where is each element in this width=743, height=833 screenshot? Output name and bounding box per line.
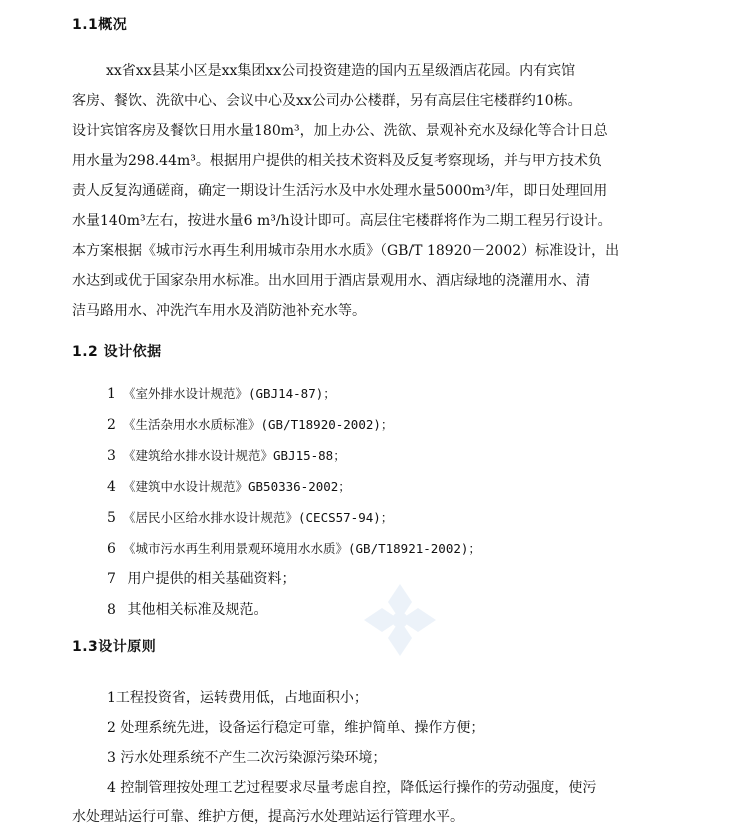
paragraph-line: 用水量为298.44m³。根据用户提供的相关技术资料及反复考察现场，并与甲方技术负 bbox=[72, 153, 602, 169]
paragraph-line: 责人反复沟通磋商，确定一期设计生活污水及中水处理水量5000m³/年，即日处理回用 bbox=[72, 183, 608, 199]
list-item: 1 《室外排水设计规范》(GBJ14-87)； bbox=[107, 386, 336, 402]
list-item: 3 污水处理系统不产生二次污染源污染环境； bbox=[107, 750, 387, 766]
section-heading-design-principles: 1.3设计原则 bbox=[72, 639, 157, 655]
paragraph-line: 本方案根据《城市污水再生利用城市杂用水水质》（GB/T 18920－2002）标准设计，出 bbox=[72, 243, 620, 259]
list-item: 4 《建筑中水设计规范》GB50336-2002； bbox=[107, 479, 351, 495]
paragraph-line: 水达到或优于国家杂用水标准。出水回用于酒店景观用水、酒店绿地的浇灌用水、清 bbox=[72, 273, 590, 289]
paragraph-line: xx省xx县某小区是xx集团xx公司投资建造的国内五星级酒店花园。内有宾馆 bbox=[106, 63, 576, 79]
list-item: 3 《建筑给水排水设计规范》GBJ15-88； bbox=[107, 448, 346, 464]
paragraph-line: 设计宾馆客房及餐饮日用水量180m³，加上办公、洗欲、景观补充水及绿化等合计日总 bbox=[72, 123, 608, 139]
overview-paragraph bbox=[72, 56, 672, 326]
watermark-logo bbox=[360, 580, 440, 660]
paragraph-line: 水量140m³左右，按进水量6 m³/h设计即可。高层住宅楼群将作为二期工程另行设计。 bbox=[72, 213, 612, 229]
list-item: 5 《居民小区给水排水设计规范》(CECS57-94)； bbox=[107, 510, 394, 526]
paragraph-line: 客房、餐饮、洗欲中心、会议中心及xx公司办公楼群，另有高层住宅楼群约10栋。 bbox=[72, 93, 582, 109]
list-item: 8 其他相关标准及规范。 bbox=[107, 602, 268, 618]
list-item: 2 《生活杂用水水质标准》(GB/T18920-2002)； bbox=[107, 417, 394, 433]
list-item: 7 用户提供的相关基础资料； bbox=[107, 571, 296, 587]
principles-tail-line: 水处理站运行可靠、维护方便，提高污水处理站运行管理水平。 bbox=[72, 809, 464, 825]
list-item: 6 《城市污水再生利用景观环境用水水质》(GB/T18921-2002)； bbox=[107, 541, 481, 557]
list-item: 2 处理系统先进，设备运行稳定可靠，维护简单、操作方便； bbox=[107, 720, 485, 736]
section-heading-design-basis: 1.2 设计依据 bbox=[72, 344, 162, 360]
list-item: 1工程投资省，运转费用低，占地面积小； bbox=[107, 690, 368, 706]
design-principles-list bbox=[107, 683, 596, 803]
paragraph-line: 洁马路用水、冲洗汽车用水及消防池补充水等。 bbox=[72, 303, 366, 319]
section-heading-overview: 1.1概况 bbox=[72, 17, 128, 33]
list-item: 4 控制管理按处理工艺过程要求尽量考虑自控，降低运行操作的劳动强度，使污 bbox=[107, 780, 597, 796]
